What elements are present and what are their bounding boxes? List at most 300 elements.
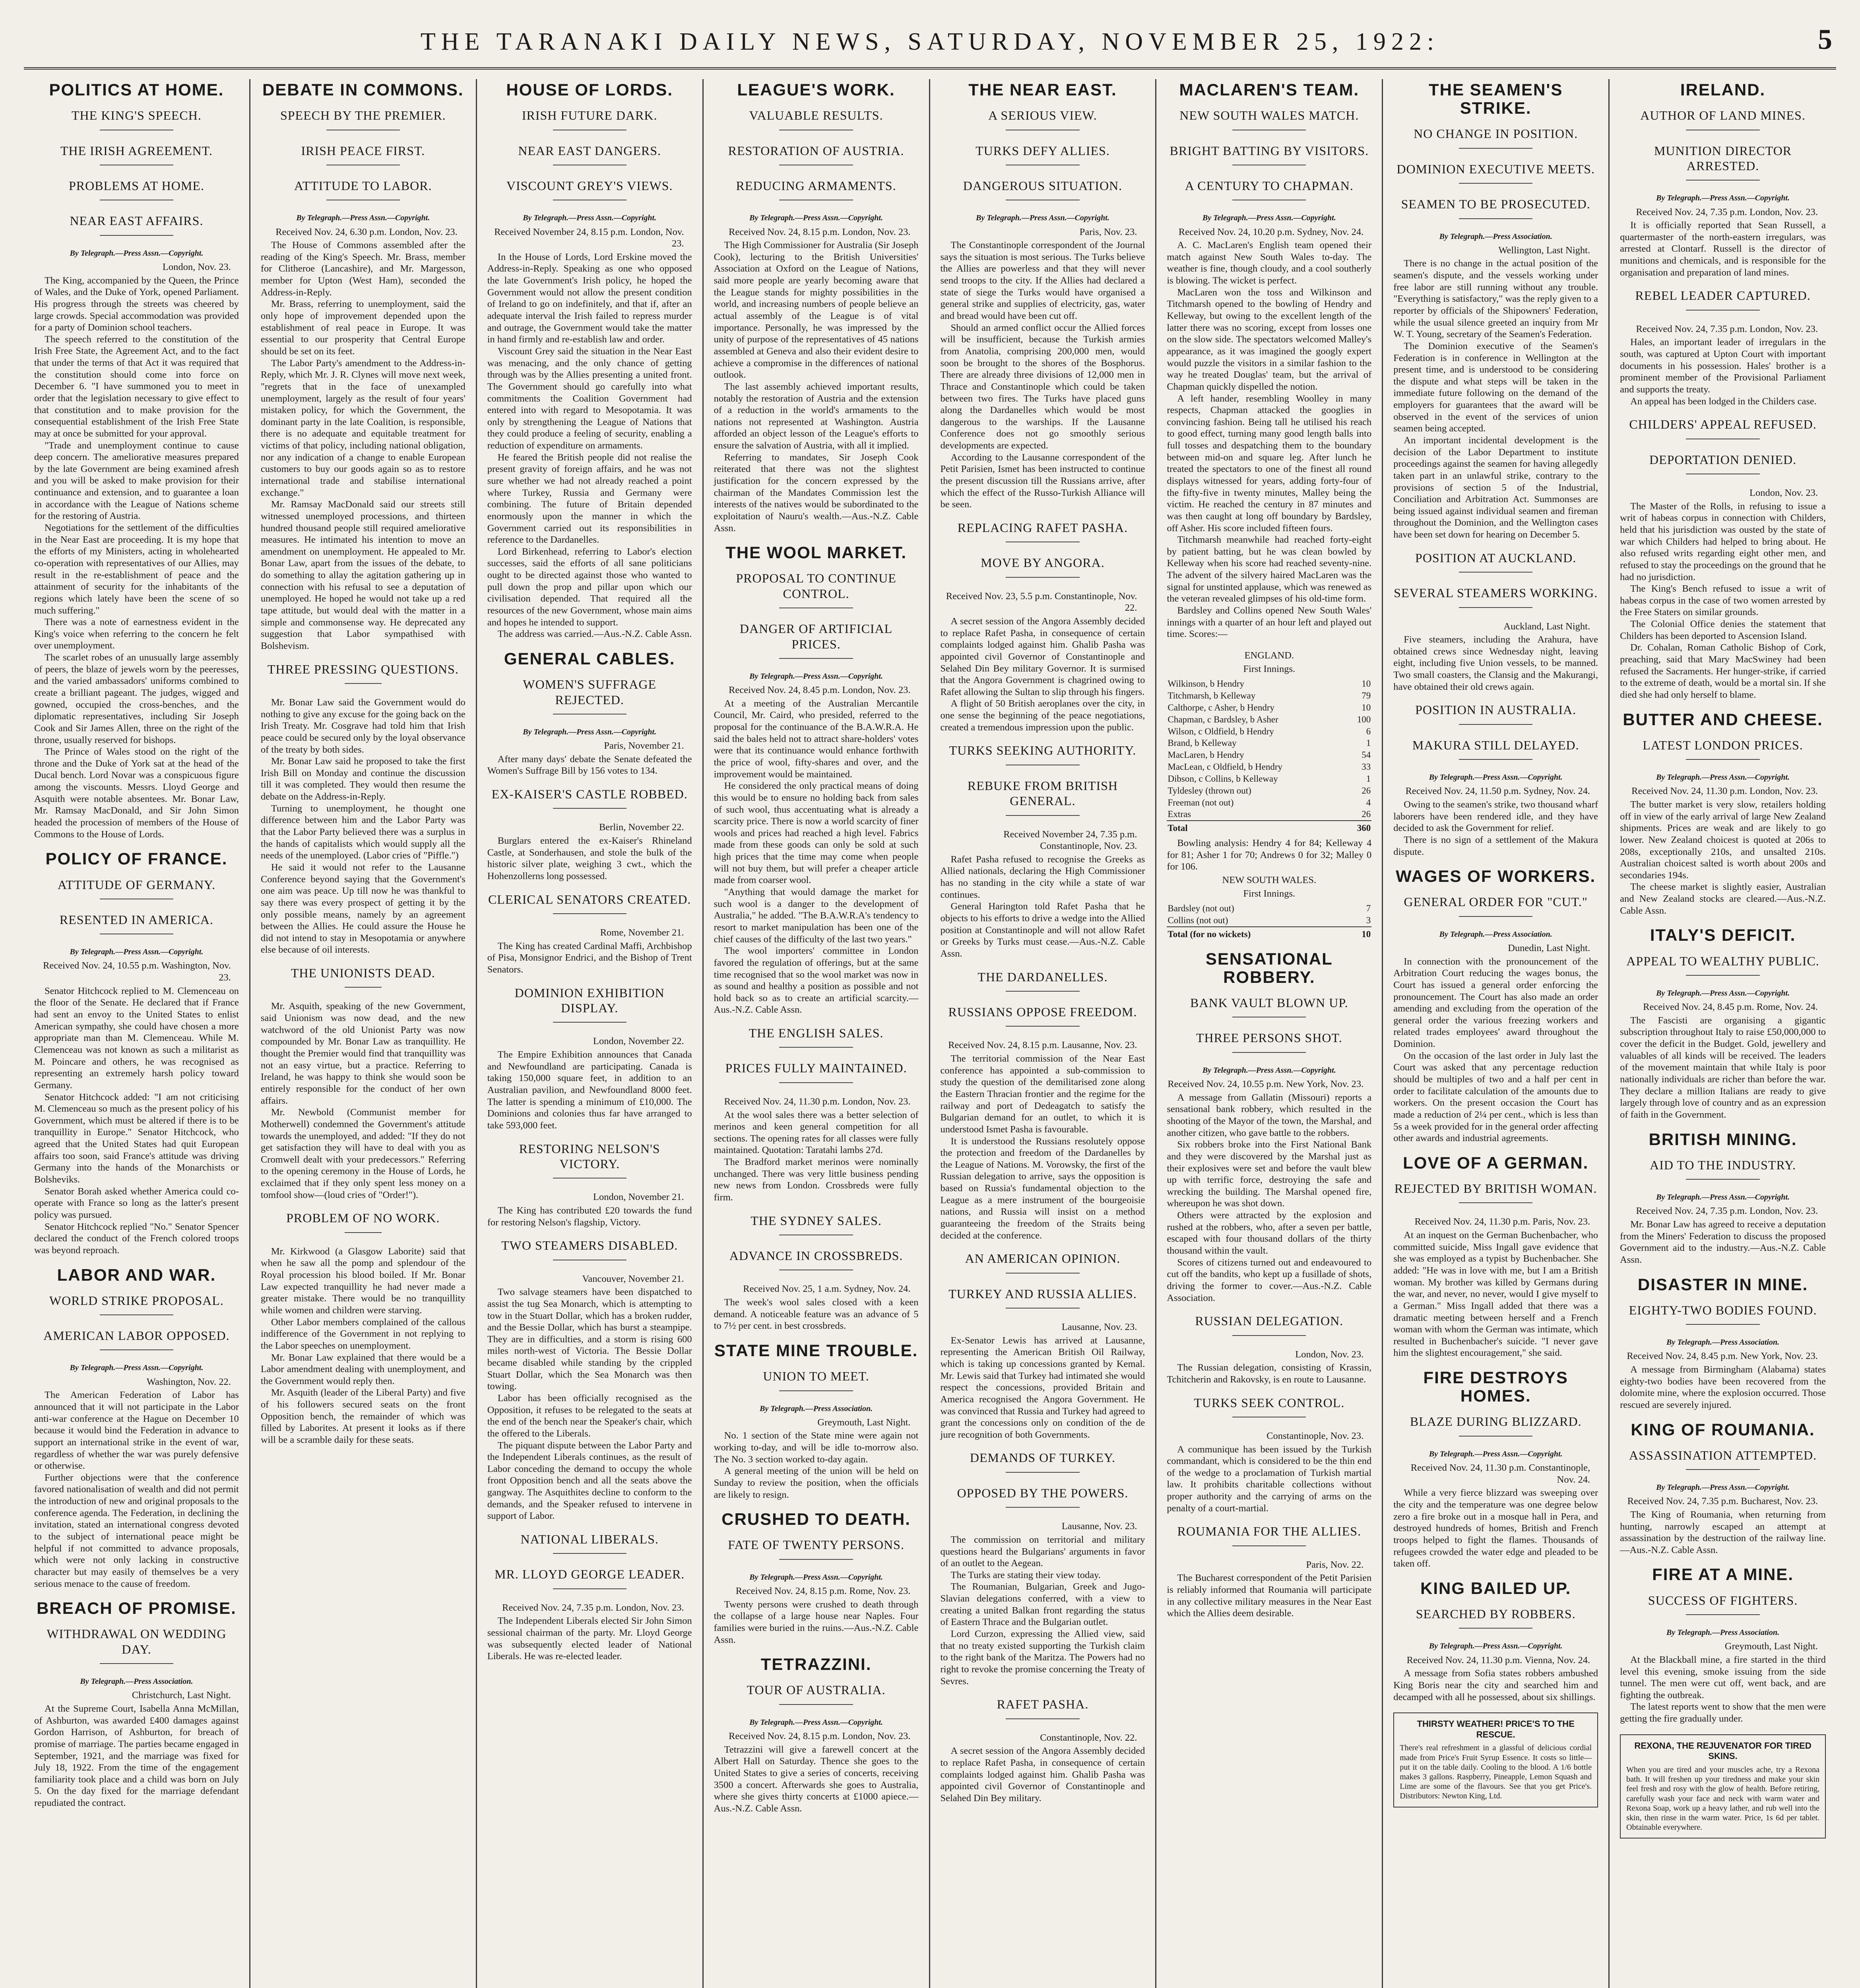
article (1167, 950, 1371, 1304)
column-5 (930, 79, 1157, 1988)
article-paragraph: The Prince of Wales stood on the right of the throne and the Duke of York sat at the head of the Ducal bench. Lord Novar was a conspicuous figure among the viscounts. Messrs. Lloyd George and Asquith were notable absentees. Mr. Bonar Law, Mr. Ramsay MacDonald, and Sir John Simon headed the procession of members of the House of Commons to the House of Lords. (34, 746, 239, 840)
article-headline: FIRE AT A MINE. (1652, 1565, 1794, 1584)
article-headline: CRUSHED TO DEATH. (722, 1510, 911, 1529)
article-dateline: Received Nov. 23, 5.5 p.m. Constantinople, Nov. 22. (946, 590, 1137, 613)
article-dateline: Paris, Nov. 22. (1306, 1559, 1364, 1570)
total-label: Total (for no wickets) (1167, 927, 1346, 940)
article-headline: TETRAZZINI. (760, 1655, 872, 1674)
article-byline: By Telegraph.—Press Assn.—Copyright. (1202, 1066, 1336, 1075)
article-dateline: Received Nov. 24, 7.35 p.m. London, Nov. 23. (1636, 206, 1818, 217)
article-subheading: LATEST LONDON PRICES. (1620, 738, 1826, 766)
article-paragraph: Turning to unemployment, he thought one difference between him and the Labor Party was that the Labor Party believed there was a surplus in the hands of capitalists which would supply all the needs of the unemployed. (Labor cries of "Piffle.") (260, 803, 465, 861)
article-paragraph: He feared the British people did not realise the present gravity of foreign affairs, and he was not sure whether we had not already reached a point where Turkey, Russia and Germany were combining. The future of Britain depended enormously upon the manner in which the Government carried out its responsibilities in reference to the Dardanelles. (487, 452, 692, 546)
article-paragraph: Mr. Bonar Law has agreed to receive a deputation from the Miners' Federation to discuss the proposed Government aid to the industry.—Aus.-N.Z. Cable Assn. (1620, 1219, 1826, 1265)
total-runs: 10 (1346, 927, 1371, 940)
article-paragraph: The Independent Liberals elected Sir John Simon sessional chairman of the party. Mr. Lloyd George was subsequently elected leader of National Liberals. He was re-elected leader. (487, 1615, 692, 1662)
scorecard-row (1167, 773, 1371, 785)
scorecard-row (1167, 808, 1371, 821)
article-paragraph: Lord Curzon, expressing the Allied view, said that no treaty existed supporting the Turkish claim to the right bank of the Maritza. The Powers had no right to revoke the promise concerning the Treaty of Sevres. (940, 1629, 1145, 1687)
article (1620, 926, 1826, 1120)
article-byline: By Telegraph.—Press Assn.—Copyright. (70, 248, 204, 258)
article-paragraph: The Russian delegation, consisting of Krassin, Tchitcherin and Rakovsky, is en route to Lausanne. (1167, 1362, 1372, 1385)
article-headline: BUTTER AND CHEESE. (1623, 710, 1823, 729)
article-byline: By Telegraph.—Press Assn.—Copyright. (1656, 988, 1790, 998)
advertisement-text: When you are tired and your muscles ache, try a Rexona bath. It will freshen up your tiredness and make your skin feel fresh and rosy with the glow of health. Before retiring, carefully wash your face and neck with warm water and Rexona Soap, work up a heavy lather, and rub well into the skin, then rinse in the warm water. Price, 1s 6d per tablet. Obtainable everywhere. (1626, 1765, 1819, 1832)
column-1 (24, 79, 250, 1988)
article-dateline: Received November 24, 8.15 p.m. London, Nov. 23. (494, 226, 684, 249)
batsman: MacLean, c Oldfield, b Hendry (1168, 762, 1283, 772)
masthead (24, 23, 1836, 70)
article-subheading: REBUKE FROM BRITISH GENERAL. (941, 778, 1145, 822)
article (487, 786, 692, 882)
article (34, 1599, 239, 1809)
article-paragraph: Mr. Kirkwood (a Glasgow Laborite) said that when he saw all the pomp and splendour of the Royal procession his blood boiled. If Mr. Bonar Law expected tranquillity he had never made a greater mistake. There would be no tranquillity while women and children were starving. (260, 1246, 465, 1316)
article-paragraph: Mr. Bonar Law said the Government would do nothing to give any excuse for the going back on the Irish Treaty. Mr. Cosgrave had told him that Irish peace could be secured only by the loyal observance of the treaty by both sides. (260, 697, 465, 755)
article (1620, 1565, 1826, 1724)
article-subheading: NEAR EAST DANGERS. (487, 143, 692, 172)
article-headline: THE WOOL MARKET. (725, 543, 907, 562)
article-paragraph: Two salvage steamers have been dispatched to assist the tug Sea Monarch, which is attempting to tow in the Stuart Dollar, which has a broken rudder, and the Bessie Dollar, which has burst a steampipe. They are in difficulties, and a storm is rising 600 miles north-west of Victoria. The Bessie Dollar became disabled while standing by the crippled Stuart Dollar, which the Sea Monarch was then towing. (487, 1287, 692, 1392)
scorecard-innings: First Innings. (1243, 663, 1296, 674)
article-paragraph: A communique has been issued by the Turkish commandant, which is considered to be the thin end of the wedge to a proclamation of Turkish martial law. It prohibits charitable collections without proper authority and the carrying of arms on the penalty of a court-martial. (1167, 1444, 1372, 1514)
article-subheading: AMERICAN LABOR OPPOSED. (34, 1328, 239, 1357)
article (714, 1213, 919, 1332)
article-paragraph: The week's wool sales closed with a keen demand. A noticeable feature was an advance of 5 to 7½ per cent. in best crossbreds. (714, 1297, 919, 1332)
article-paragraph: Scores of citizens turned out and endeavoured to cut off the bandits, who kept up a fusillade of shots, driving the former to cover.—Aus.-N.Z. Cable Association. (1167, 1257, 1372, 1303)
article-subheading: GENERAL ORDER FOR "CUT." (1393, 894, 1598, 923)
runs: 33 (1362, 762, 1371, 772)
article-subheading: RUSSIANS OPPOSE FREEDOM. (941, 1004, 1145, 1033)
article-headline: LOVE OF A GERMAN. (1403, 1153, 1589, 1172)
article-headline: LEAGUE'S WORK. (737, 80, 895, 99)
article-subheading: ATTITUDE OF GERMANY. (34, 877, 239, 906)
advertisement-title: THIRSTY WEATHER! PRICE'S TO THE RESCUE. (1417, 1719, 1575, 1740)
article-subheading: NEAR EAST AFFAIRS. (34, 213, 239, 242)
scorecard-table (1167, 678, 1371, 834)
article-paragraph: Referring to mandates, Sir Joseph Cook reiterated that there was not the slightest justification for the concern expressed by the chairman of the Mandates Commission lest the interests of the natives would be subordinated to the exploitation of Nauru's wealth.—Aus.-N.Z. Cable Assn. (714, 452, 919, 534)
article-subheading: BLAZE DURING BLIZZARD. (1393, 1414, 1598, 1442)
article-byline: By Telegraph.—Press Assn.—Copyright. (1656, 773, 1790, 782)
scorecard-row (1167, 714, 1371, 726)
scorecard-innings: First Innings. (1243, 888, 1296, 899)
article-byline: By Telegraph.—Press Association. (1439, 232, 1552, 241)
article-subheading: MAKURA STILL DELAYED. (1393, 738, 1598, 766)
article-paragraph: Rafet Pasha refused to recognise the Greeks as Allied nationals, declaring the High Commissioner has no standing in the city while a state of war continues. (940, 854, 1145, 900)
article-dateline: Received Nov. 24, 8.45 p.m. New York, Nov. 23. (1627, 1351, 1818, 1362)
article-subheading: RESENTED IN AMERICA. (34, 912, 239, 941)
batsman: Titchmarsh, b Kelleway (1168, 691, 1256, 701)
article-subheading: THE KING'S SPEECH. (34, 108, 239, 136)
article-headline: MACLAREN'S TEAM. (1179, 80, 1360, 99)
article-dateline: Received Nov. 24, 8.15 p.m. London, Nov. 23. (729, 1730, 911, 1741)
article-dateline: Received Nov. 24, 7.35 p.m. Bucharest, Nov. 23. (1627, 1496, 1818, 1507)
article (34, 81, 239, 840)
article-paragraph: There was a note of earnestness evident in the King's voice when referring to the concern he felt over unemployment. (34, 617, 239, 651)
article (487, 1238, 692, 1522)
article-subheading: APPEAL TO WEALTHY PUBLIC. (1620, 953, 1826, 982)
article-dateline: Received Nov. 24, 8.45 p.m. Rome, Nov. 24. (1643, 1002, 1818, 1013)
article-paragraph: He considered the only practical means of doing this would be to ensure no holding back from sales of such wool, thus accentuating what is already a scarcity price. There is now a world scarcity of finer wools and prices had reached a high level. Fabrics made from these goods can only be sold at such high prices that the time may come when people will not buy them, but will prefer a cheaper article made from coarser wool. (714, 780, 919, 886)
article-byline: By Telegraph.—Press Assn.—Copyright. (749, 672, 883, 681)
article-byline: By Telegraph.—Press Assn.—Copyright. (1429, 773, 1563, 782)
article-paragraph: Mr. Newbold (Communist member for Motherwell) condemned the Government's attitude towards the unemployed, and added: "If they do not get satisfaction they will have to deal with you as Cromwell dealt with your predecessors." Referring to the opening ceremony in the House of Lords, he exclaimed that if they only spent less money on a tomfool show—(loud cries of "Order!"). (260, 1107, 465, 1200)
article-paragraph: Mr. Bonar Law explained that there would be a Labor amendment dealing with unemployment, and the Government would reply then. (260, 1352, 465, 1386)
scorecard-table (1167, 903, 1371, 940)
advertisement (1620, 1734, 1826, 1839)
scorecard-row (1167, 702, 1371, 714)
article-paragraph: A. C. MacLaren's English team opened their match against New South Wales to-day. The weather is fine, though cloudy, and a cool southerly is blowing. The wicket is perfect. (1167, 240, 1372, 286)
article-headline: IRELAND. (1680, 80, 1766, 99)
article-dateline: Received Nov. 24, 8.15 p.m. London, Nov. 23. (729, 226, 911, 237)
article (1167, 1313, 1371, 1385)
article-subheading: ADVANCE IN CROSSBREDS. (714, 1248, 919, 1277)
article (941, 1450, 1145, 1687)
article-subheading: POSITION IN AUSTRALIA. (1393, 702, 1598, 731)
article-subheading: THE SYDNEY SALES. (714, 1213, 919, 1242)
article-paragraph: At the Supreme Court, Isabella Anna McMillan, of Ashburton, was awarded £400 damages against Gordon Harrison, of Ashburton, for breach of promise of marriage. The parties became engaged in September, 1921, and the marriage was fixed for July 18, 1922. From the time of the engagement familiarity took place and a child was born on July 5. On the day fixed for the marriage defendant repudiated the contract. (34, 1703, 239, 1809)
scorecard-row (1167, 903, 1371, 914)
article-paragraph: Further objections were that the conference favored nationalisation of wealth and did not permit the introduction of new and original proposals to the conference agenda. The Federation, in declining the invitation, stated an international congress devoted to the subject of international peace might be helpful if not committed to advance proposals, which were not only lacking in constructive character but may easily of themselves be a very serious menace to the cause of freedom. (34, 1472, 239, 1589)
article-subheading: SPEECH BY THE PREMIER. (261, 108, 465, 136)
article (1393, 1154, 1598, 1359)
article-subheading: NO CHANGE IN POSITION. (1393, 126, 1598, 155)
article-byline: By Telegraph.—Press Assn.—Copyright. (976, 214, 1109, 223)
article-subheading: ASSASSINATION ATTEMPTED. (1620, 1448, 1826, 1476)
advertisement-title: REXONA, THE REJUVENATOR FOR TIRED SKINS. (1634, 1740, 1812, 1761)
article-paragraph: Titchmarsh meanwhile had reached forty-eight by patient batting, but he was clean bowled by Kelleway when his score had reached seventy-nine. The advent of the silvery haired MacLaren was the signal for unstinted applause, which was renewed as the veteran revealed glimpses of his old-time form. (1167, 534, 1372, 604)
advertisement (1393, 1712, 1598, 1807)
article-byline: By Telegraph.—Press Assn.—Copyright. (1656, 194, 1790, 203)
page-number: 5 (1818, 23, 1832, 55)
runs: 4 (1366, 797, 1371, 808)
article-headline: ITALY'S DEFICIT. (1650, 926, 1796, 945)
runs: 26 (1362, 809, 1371, 819)
article-subheading: THE ENGLISH SALES. (714, 1025, 919, 1054)
article-subheading: DOMINION EXHIBITION DISPLAY. (487, 985, 692, 1029)
article-subheading: SEAMEN TO BE PROSECUTED. (1393, 196, 1598, 225)
article (714, 1655, 919, 1814)
article-subheading: FATE OF TWENTY PERSONS. (714, 1537, 919, 1566)
article-dateline: Received Nov. 24, 11.30 p.m. Vienna, Nov. 24. (1406, 1654, 1590, 1666)
article-byline: By Telegraph.—Press Assn.—Copyright. (70, 947, 204, 957)
article-paragraph: "Anything that would damage the market for such wool is a danger to the development of Australia," he added. "The B.A.W.R.A's tendency to resort to market manipulation has been one of the chief causes of the difficulty of the last two years." (714, 887, 919, 945)
article-paragraph: The Empire Exhibition announces that Canada and Newfoundland are participating. Canada is taking 150,000 square feet, in addition to an Australian pavilion, and Newfoundland 8000 feet. The latter is spending a minimum of £10,000. The Dominions and colonies thus far have arranged to take 593,000 feet. (487, 1049, 692, 1131)
article-subheading: DOMINION EXECUTIVE MEETS. (1393, 161, 1598, 190)
article (1167, 1395, 1371, 1514)
article-paragraph: The commission on territorial and military questions heard the Bulgarians' arguments in favor of an outlet to the Aegean. (940, 1534, 1145, 1569)
scorecard-total (1167, 821, 1371, 834)
runs: 3 (1366, 915, 1371, 926)
article-paragraph: Senator Borah asked whether America could co-operate with France so long as the latter's present policy was pursued. (34, 1186, 239, 1220)
scorecard (1167, 650, 1371, 940)
batsman: Dibson, c Collins, b Kelleway (1168, 773, 1278, 784)
article-subheading: BRIGHT BATTING BY VISITORS. (1167, 143, 1371, 172)
article-paragraph: Mr. Bonar Law said he proposed to take the first Irish Bill on Monday and continue the discussion till it was completed. They would then resume the debate on the Address-in-Reply. (260, 756, 465, 802)
article-paragraph: The Colonial Office denies the statement that Childers has been deported to Ascension Island. (1620, 619, 1826, 641)
article-subheading: DANGEROUS SITUATION. (941, 178, 1145, 207)
article-headline: BREACH OF PROMISE. (37, 1599, 237, 1618)
article-paragraph: Twenty persons were crushed to death through the collapse of a large house near Naples. Four families were buried in the ruins.—Aus.-N.Z. Cable Assn. (714, 1599, 919, 1645)
scorecard-row (1167, 678, 1371, 690)
scorecard-row (1167, 914, 1371, 927)
article-paragraph: While a very fierce blizzard was sweeping over the city and the temperature was one degree below zero a fire broke out in a mosque hall in Pera, and destroyed hundreds of homes, British and French troops helped to fight the flames. Thousands of refugees crowded the water edge and pleaded to be taken off. (1393, 1487, 1598, 1569)
article (261, 662, 465, 956)
article-paragraph: The piquant dispute between the Labor Party and the Independent Liberals continues, as the result of Labor conceding the demand to occupy the whole front Opposition bench and all the seats above the gangway. The Asquithites decline to conform to the demands, and the Speaker refused to intervene in support of Labor. (487, 1440, 692, 1522)
runs: 1 (1366, 773, 1371, 784)
article-dateline: Vancouver, November 21. (582, 1273, 684, 1284)
article-subheading: THE DARDANELLES. (941, 969, 1145, 998)
article-paragraph: The territorial commission of the Near East conference has appointed a sub-commission to study the question of the demilitarised zone along the Eastern Thracian frontier and the regime for the railway and port of Dedeagatch to satisfy the Bulgarian demand for an outlet, to which it is understood Ismet Pasha is favourable. (940, 1053, 1145, 1135)
batsman: Tyldesley (thrown out) (1168, 785, 1251, 796)
article-headline: STATE MINE TROUBLE. (714, 1341, 918, 1360)
article (1393, 1369, 1598, 1570)
article-subheading: EX-KAISER'S CASTLE ROBBED. (487, 786, 692, 815)
batsman: Bardsley (not out) (1168, 903, 1234, 914)
column-3 (477, 79, 704, 1988)
article-headline: SENSATIONAL ROBBERY. (1205, 949, 1333, 986)
article-headline: KING BAILED UP. (1420, 1578, 1571, 1598)
article-paragraph: "Trade and unemployment continue to cause deep concern. The ameliorative measures prepared by the late Government are being examined afresh and you will be asked to make provision for their continuance and extension, and to guarantee a loan in accordance with the League of Nations scheme for the restoring of Austria. (34, 440, 239, 522)
article-subheading: MOVE BY ANGORA. (941, 555, 1145, 584)
article (941, 520, 1145, 733)
article-paragraph: The King of Roumania, when returning from hunting, narrowly escaped an attempt at assassination by the destruction of the railway line.—Aus.-N.Z. Cable Assn. (1620, 1509, 1826, 1555)
article-dateline: Wellington, Last Night. (1498, 245, 1590, 256)
article-paragraph: A message from Birmingham (Alabama) states eighty-two bodies have been recovered from the dolomite mine, where the explosion occurred. Those rescued are severely injured. (1620, 1364, 1826, 1410)
article (1620, 81, 1826, 278)
article (261, 81, 465, 652)
article (1620, 288, 1826, 407)
article-paragraph: He said it would not refer to the Lausanne Conference beyond saying that the Government's one aim was peace. Up till now he was thankful to say there was every prospect of getting it by the only possible means, namely by an agreement between the Allies. He could assure the House he did not intend to stay in Mesopotamia or anywhere else because of oil interests. (260, 862, 465, 955)
article-paragraph: A flight of 50 British aeroplanes over the city, in one sense the beginning of the peace negotiations, created a tremendous impression upon the public. (940, 698, 1145, 733)
article-dateline: Paris, Nov. 23. (1079, 226, 1137, 237)
article-paragraph: After many days' debate the Senate defeated the Women's Suffrage Bill by 156 votes to 134. (487, 753, 692, 777)
article-byline: By Telegraph.—Press Assn.—Copyright. (1656, 1193, 1790, 1202)
article-paragraph: It is officially reported that Sean Russell, a quartermaster of the north-eastern irregulars, was arrested at Clontarf. Russell is the director of munitions and chemicals, and is responsible for the organisation and preparation of land mines. (1620, 220, 1826, 278)
article (487, 892, 692, 976)
article-paragraph: Senator Hitchcock added: "I am not criticising M. Clemenceau so much as the present policy of his Government, which must be altered if there is to be tranquillity in Europe." Senator Hitchcock, who agreed that the United States had quit European affairs too soon, said France's attitude was driving Germany into the hands of the Monarchists or Bolsheviks. (34, 1091, 239, 1185)
article-dateline: Greymouth, Last Night. (1724, 1641, 1818, 1652)
article (487, 985, 692, 1132)
article-subheading: NATIONAL LIBERALS. (487, 1532, 692, 1560)
article-subheading: DEPORTATION DENIED. (1620, 452, 1826, 481)
batsman: Chapman, c Bardsley, b Asher (1168, 714, 1278, 724)
runs: 10 (1362, 702, 1371, 712)
article-subheading: A SERIOUS VIEW. (941, 108, 1145, 136)
article-paragraph: The King's Bench refused to issue a writ of habeas corpus in the case of two women arrested by the Free Staters on similar grounds. (1620, 583, 1826, 618)
article-headline: POLITICS AT HOME. (49, 80, 224, 99)
article-subheading: DEMANDS OF TURKEY. (941, 1450, 1145, 1479)
article-headline: THE NEAR EAST. (968, 80, 1117, 99)
batsman: Brand, b Kelleway (1168, 738, 1237, 748)
article-paragraph: The Bradford market merinos were nominally unchanged. There was very little business pending new news from London. Crossbreds were fully firm. (714, 1157, 919, 1203)
article-paragraph: Five steamers, including the Arahura, have obtained crews since Wednesday night, leaving eight, including five Union vessels, to be manned. Two small coasters, the Clansig and the Makurangi, have obtained their old crews again. (1393, 634, 1598, 692)
article-paragraph: Six robbers broke into the First National Bank and they were discovered by the Marshal just as their explosives were set and before the vault blew up with terrific force, destroying the safe and wrecking the building. The Marshal opened fire, whereupon he was shot down. (1167, 1139, 1372, 1209)
article-paragraph: The address was carried.—Aus.-N.Z. Cable Assn. (497, 629, 692, 640)
article-byline: By Telegraph.—Press Assn.—Copyright. (749, 1573, 883, 1582)
article (1167, 1524, 1371, 1619)
article-headline: THE SEAMEN'S STRIKE. (1429, 80, 1563, 118)
article-dateline: Received Nov. 24, 7.35 p.m. London, Nov. 23. (502, 1602, 684, 1613)
article-dateline: Rome, November 21. (600, 927, 684, 938)
article-headline: FIRE DESTROYS HOMES. (1423, 1368, 1568, 1406)
runs: 54 (1362, 750, 1371, 760)
article-subheading: BANK VAULT BLOWN UP. (1167, 995, 1371, 1024)
article-paragraph: Negotiations for the settlement of the difficulties in the Near East are proceeding. It is my hope that the efforts of my Ministers, acting in wholehearted co-operation with representatives of our Allies, may result in the re-establishment of peace and the attainment of security for the inhabitants of the regions which lately have been the scene of so much suffering." (34, 522, 239, 616)
article-paragraph: Mr. Ramsay MacDonald said our streets still witnessed unemployed processions, and thirteen hundred thousand people still required ameliorative measures. He intimated his intention to move an amendment on unemployment. He appealed to Mr. Bonar Law, apart from the issues of the debate, to do something to allay the agitation gathering up in connection with his refusal to see a deputation of unemployed. He hoped he would not take up a red tape attitude, but would deal with the matter in a simple and commonsense way. He deprecated any suggestion that Labor sympathised with Bolshevism. (260, 499, 465, 651)
article-paragraph: The Master of the Rolls, in refusing to issue a writ of habeas corpus in connection with Childers, held that his jurisdiction was ousted by the state of war which Childers had helped to bring about. He also refused writs regarding eight other men, and refused to stay the proceedings on the ground that he had no jurisdiction. (1620, 501, 1826, 582)
article-byline: By Telegraph.—Press Assn.—Copyright. (749, 1718, 883, 1727)
article-subheading: VISCOUNT GREY'S VIEWS. (487, 178, 692, 207)
article-subheading: IRISH PEACE FIRST. (261, 143, 465, 172)
article-subheading: POSITION AT AUCKLAND. (1393, 550, 1598, 579)
article-headline: BRITISH MINING. (1649, 1130, 1797, 1149)
article-paragraph: The cheese market is slightly easier, Australian and New Zealand stocks are cleared.—Aus.-N.Z. Cable Assn. (1620, 881, 1826, 916)
article-subheading: AUTHOR OF LAND MINES. (1620, 108, 1826, 136)
article (1393, 702, 1598, 858)
scorecard-team: ENGLAND. (1244, 650, 1294, 661)
article-paragraph: A left hander, resembling Woolley in many respects, Chapman attacked the googlies in convincing fashion. Being tall he utilised his reach to good effect, turning many good length balls into full tosses and despatching them to the boundary between mid-on and square leg. After lunch he treated the spectators to one of the finest all round displays witnessed for years, adding forty-four of the fifty-five in twenty minutes, Malley being the victim. He reached the century in 87 minutes and was then caught at long off boundary by Bardsley, off Asher. His score included fifteen fours. (1167, 393, 1372, 534)
article-paragraph: Mr. Asquith (leader of the Liberal Party) and five of his followers secured seats on the front Opposition bench, the remainder of which was filled by Laborites. At present it looks as if there will be a scramble daily for these seats. (260, 1387, 465, 1446)
article (1393, 550, 1598, 693)
article-dateline: Christchurch, Last Night. (132, 1690, 231, 1701)
article-byline: By Telegraph.—Press Association. (1666, 1628, 1780, 1637)
article-paragraph: There is no change in the actual position of the seamen's dispute, and the vessels working under free labor are still running without any trouble. "Everything is satisfactory," was the reply given to a reporter by officials of the Shipowners' Federation, while the usual silence greeted an inquiry from Mr W. T. Young, secretary of the Seamen's Federation. (1393, 258, 1598, 340)
article-paragraph: Should an armed conflict occur the Allied forces will be insufficient, because the Turkish armies from Anatolia, comprising 200,000 men, would soon be brought to the shores of the Bosphorus. There are already three divisions of 12,000 men in Thrace and Constantinople which could be taken between two fires. The Turks have placed guns along the Dardanelles which would be most dangerous to the warships. If the Lausanne Conference does not go smoothly serious developments are expected. (940, 322, 1145, 451)
article-headline: WAGES OF WORKERS. (1396, 867, 1596, 886)
article-subheading: SEARCHED BY ROBBERS. (1393, 1606, 1598, 1635)
article (261, 1210, 465, 1446)
article-paragraph: The Constantinople correspondent of the Journal says the situation is most serious. The Turks believe the Allies are powerless and that they will never send troops to the city. If the Allies had declared a state of siege the Turks would have organised a general strike and supplies of electricity, gas, water and bread would have been cut off. (940, 240, 1145, 322)
scorecard-total (1167, 927, 1371, 940)
article-paragraph: A message from Sofia states robbers ambushed King Boris near the city and searched him and decamped with all he possessed, about six shillings. (1393, 1668, 1598, 1703)
article-dateline: Received Nov. 24, 8.15 p.m. Rome, Nov. 23. (735, 1585, 911, 1596)
article (941, 1251, 1145, 1441)
scorecard-team: NEW SOUTH WALES. (1222, 874, 1317, 885)
article (1393, 81, 1598, 541)
article-dateline: Berlin, November 22. (599, 822, 684, 833)
article-paragraph: The American Federation of Labor has announced that it will not participate in the Labor anti-war conference at the Hague on December 10 because it would bind the Federation in advance to support an international strike in the event of war, regardless of whether the war was purely defensive or otherwise. (34, 1390, 239, 1472)
article (714, 1510, 919, 1646)
article-subheading: REPLACING RAFET PASHA. (941, 520, 1145, 549)
runs: 100 (1357, 714, 1371, 724)
article-subheading: THE IRISH AGREEMENT. (34, 143, 239, 172)
article-paragraph: MacLaren won the toss and Wilkinson and Titchmarsh opened to the bowling of Hendry and Kelleway, but owing to the excellent length of the latter there was no scoring, except from losses one on the slow side. The spectators welcomed Malley's appearance, as it was imagined the googly expert would puzzle the visitors in a similar fashion to the way he treated Douglas' team, but the arrival of Chapman quickly dispelled the notion. (1167, 287, 1372, 392)
article-subheading: THREE PERSONS SHOT. (1167, 1030, 1371, 1059)
article-paragraph: The scarlet robes of an unusually large assembly of peers, the blaze of jewels worn by the peeresses, and the varied ambassadors' uniforms combined to create a brilliant pageant. The judges, wigged and gowned, occupied the cross-benches, and the diplomatic representatives, including Sir Joseph Cook and Sir James Allen, three on the right of the throne, usually reserved for bishops. (34, 652, 239, 746)
article (487, 81, 692, 640)
article-subheading: VALUABLE RESULTS. (714, 108, 919, 136)
article-paragraph: In connection with the pronouncement of the Arbitration Court reducing the wages bonus, the Court has issued a general order enforcing the pronouncement. The Court has also made an order amending and excluding from the operation of the general order the various freezing workers and related trades employees' award throughout the Dominion. (1393, 956, 1598, 1050)
article-paragraph: An appeal has been lodged in the Childers case. (1630, 396, 1817, 407)
scorecard-row (1167, 749, 1371, 761)
article-subheading: WITHDRAWAL ON WEDDING DAY. (34, 1626, 239, 1670)
runs: 10 (1362, 679, 1371, 689)
article-paragraph: According to the Lausanne correspondent of the Petit Parisien, Ismet has been instructed to continue the present discussion till the Russians arrive, after which the effect of the Russo-Turkish Alliance will be seen. (940, 452, 1145, 510)
scorecard-row (1167, 761, 1371, 773)
article-subheading: TURKS SEEK CONTROL. (1167, 1395, 1371, 1424)
article-byline: By Telegraph.—Press Assn.—Copyright. (523, 727, 657, 736)
article-dateline: Constantinople, Nov. 22. (1040, 1732, 1137, 1743)
article (1167, 81, 1371, 640)
article-dateline: Received Nov. 24, 8.15 p.m. Lausanne, Nov. 23. (948, 1040, 1137, 1051)
article (34, 850, 239, 1256)
article (1620, 1421, 1826, 1556)
article-paragraph: Tetrazzini will give a farewell concert at the Albert Hall on Saturday. Thence she goes to the United States to give a series of concerts, receiving 3500 a concert. Afterwards she goes to Australia, where she gives thirty concerts at £1000 apiece.—Aus.-N.Z. Cable Assn. (714, 1744, 919, 1814)
article-paragraph: Senator Hitchcock replied "No." Senator Spencer declared the conduct of the French colored troops was beyond reproach. (34, 1221, 239, 1256)
article-paragraph: Viscount Grey said the situation in the Near East was menacing, and the only chance of getting through was by the Allies presenting a united front. The Government should go carefully into what commitments the Coalition Government had entered into with regard to Mesopotamia. It was only by strengthening the League of Nations that they could produce a feeling of security, enabling a reduction of expenditure on armaments. (487, 346, 692, 451)
article-paragraph: The butter market is very slow, retailers holding off in view of the early arrival of large New Zealand shipments. Prices are weak and are likely to go lower. New Zealand choicest is quoted at 206s to 208s, exceptionally 210s, and unsalted 210s. Australian choicest salted is worth about 200s and secondaries 194s. (1620, 799, 1826, 881)
batsman: Collins (not out) (1168, 915, 1228, 926)
article-subheading: THREE PRESSING QUESTIONS. (261, 662, 465, 690)
article-paragraph: At the wool sales there was a better selection of merinos and keen general competition for all sections. The opening rates for all classes were fully maintained. Quotation: Taratahi lambs 27d. (714, 1109, 919, 1156)
article-paragraph: A secret session of the Angora Assembly decided to replace Rafet Pasha, in consequence of certain complaints lodged against him. Ghalib Pasha was appointed civil Governor of Constantinople and Selahed Din Bey military. (940, 1745, 1145, 1804)
article-subheading: RUSSIAN DELEGATION. (1167, 1313, 1371, 1342)
article-subheading: UNION TO MEET. (714, 1369, 919, 1397)
article-dateline: Greymouth, Last Night. (817, 1417, 911, 1428)
article-dateline: London, Nov. 23. (162, 261, 231, 272)
article-headline: GENERAL CABLES. (504, 649, 675, 668)
article-paragraph: Mr. Asquith, speaking of the new Government, said Unionism was now dead, and the new watchword of the old Unionist Party was now compounded by Mr. Bonar Law as tranquillity. He thought the Premier would find that tranquillity was not an easy virtue, but a practice. Referring to Ireland, he was happy to think she would soon be entirely responsible for the conduct of her own affairs. (260, 1001, 465, 1106)
article-byline: By Telegraph.—Press Assn.—Copyright. (1429, 1642, 1563, 1651)
article-subheading: CHILDERS' APPEAL REFUSED. (1620, 417, 1826, 445)
article-dateline: London, November 22. (593, 1036, 684, 1047)
article-paragraph: The High Commissioner for Australia (Sir Joseph Cook), lecturing to the British Universities' Association at Oxford on the League of Nations, said more people are yearly becoming aware that the League stands for mighty possibilities in the world, and increasing numbers of people believe an actual assembly of the League is of vital importance. Personally, he was impressed by the unity of purpose of the representatives of 45 nations assembled at Geneva and also their evident desire to achieve a compromise in the differences of national outlook. (714, 240, 919, 381)
article-paragraph: The Labor Party's amendment to the Address-in-Reply, which Mr. J. R. Clynes will move next week, "regrets that in the face of unexampled unemployment, largely as the result of four years' mistaken policy, for which the Government, the dominant party in the late Coalition, is responsible, there is no adequate and equitable treatment for victims of that policy, including national obligation, nor any indication of a change to enable European customers to buy our goods again so as to restore international trade and stabilise international exchange." (260, 357, 465, 498)
article-paragraph: Senator Hitchcock replied to M. Clemenceau on the floor of the Senate. He declared that if France had sent an envoy to the United States to enlist American sympathy, she could have chosen a more appropriate man than M. Clemenceau. While M. Clemenceau was not known as such a militarist as M. Poincare and others, he was recognised as representing an extremely harsh policy toward Germany. (34, 985, 239, 1091)
article-paragraph: The King has created Cardinal Maffi, Archbishop of Pisa, Monsignor Endrici, and the Bishop of Trent Senators. (487, 940, 692, 975)
article (941, 969, 1145, 1242)
article-subheading: IRISH FUTURE DARK. (487, 108, 692, 136)
article (34, 1266, 239, 1590)
article-paragraph: The King has contributed £20 towards the fund for restoring Nelson's flagship, Victory. (487, 1205, 692, 1228)
article-paragraph: The last assembly achieved important results, notably the restoration of Austria and the extension of a reduction in the world's armaments to the nations not represented at Washington. Austria afforded an object lesson of the League's efforts to ensure the salvation of Austria, with all it implied. (714, 381, 919, 451)
article-subheading: PROBLEM OF NO WORK. (261, 1210, 465, 1239)
article (714, 1342, 919, 1501)
article-subheading: REBEL LEADER CAPTURED. (1620, 288, 1826, 316)
article-subheading: PROBLEMS AT HOME. (34, 178, 239, 207)
batsman: Wilkinson, b Hendry (1168, 679, 1245, 689)
article-paragraph: Other Labor members complained of the callous indifference of the Government in not replying to the Labor speeches on unemployment. (260, 1316, 465, 1351)
article-dateline: Received Nov. 24, 10.20 p.m. Sydney, Nov. 24. (1178, 226, 1364, 237)
article-subheading: ATTITUDE TO LABOR. (261, 178, 465, 207)
article-subheading: WOMEN'S SUFFRAGE REJECTED. (487, 677, 692, 721)
article-dateline: London, Nov. 23. (1295, 1349, 1364, 1360)
article-subheading: CLERICAL SENATORS CREATED. (487, 892, 692, 920)
article-dateline: Received Nov. 25, 1 a.m. Sydney, Nov. 24. (743, 1283, 911, 1295)
article-subheading: DANGER OF ARTIFICIAL PRICES. (714, 621, 919, 665)
article-subheading: PRICES FULLY MAINTAINED. (714, 1060, 919, 1089)
article-dateline: Lausanne, Nov. 23. (1061, 1322, 1137, 1333)
article-paragraph: On the occasion of the last order in July last the Court was asked that any percentage reduction should be multiples of two and a half per cent in order to facilitate calculation of the amounts due to workers. On the present occasion the Court has made a reduction of 2¼ per cent., which is less than 5s a week provided for in the general order affecting other awards and industrial agreements. (1393, 1050, 1598, 1144)
article-paragraph: The House of Commons assembled after the reading of the King's Speech. Mr. Brass, member for Clitheroe (Lancashire), and Mr. Margesson, member for Upton (West Ham), seconded the Address-in-Reply. (260, 240, 465, 298)
article-subheading: TURKS DEFY ALLIES. (941, 143, 1145, 172)
runs: 79 (1362, 691, 1371, 701)
article-paragraph: In the House of Lords, Lord Erskine moved the Address-in-Reply. Speaking as one who opposed the late Government's Irish policy, he hoped the Government would not allow the present condition of Ireland to go on indefinitely, and that if, after an adequate interval the Irish failed to repress murder and outrage, the Government would take the matter in hand firmly and re-establish law and order. (487, 251, 692, 345)
article-subheading: RAFET PASHA. (941, 1697, 1145, 1725)
article-dateline: Paris, November 21. (604, 740, 684, 751)
article-paragraph: The Roumanian, Bulgarian, Greek and Jugo-Slavian delegations conferred, with a view to creating a united Balkan front regarding the status of Eastern Thrace and the Bulgarian outlet. (940, 1581, 1145, 1628)
article-subheading: WORLD STRIKE PROPOSAL. (34, 1293, 239, 1322)
article-paragraph: Dr. Cohalan, Roman Catholic Bishop of Cork, preaching, said that Mary MacSwiney had been refused the Sacraments. Her hunger-strike, if carried to the extreme of death, would be a mortal sin. If she died she had only herself to blame. (1620, 642, 1826, 700)
article (1620, 1276, 1826, 1411)
article-subheading: ROUMANIA FOR THE ALLIES. (1167, 1524, 1371, 1552)
article (941, 81, 1145, 511)
article-byline: By Telegraph.—Press Assn.—Copyright. (523, 214, 657, 223)
article-dateline: Received Nov. 24, 10.55 p.m. Washington, Nov. 23. (43, 960, 231, 983)
scorecard-row (1167, 726, 1371, 738)
article-subheading: AN AMERICAN OPINION. (941, 1251, 1145, 1279)
batsman: Extras (1168, 809, 1191, 819)
